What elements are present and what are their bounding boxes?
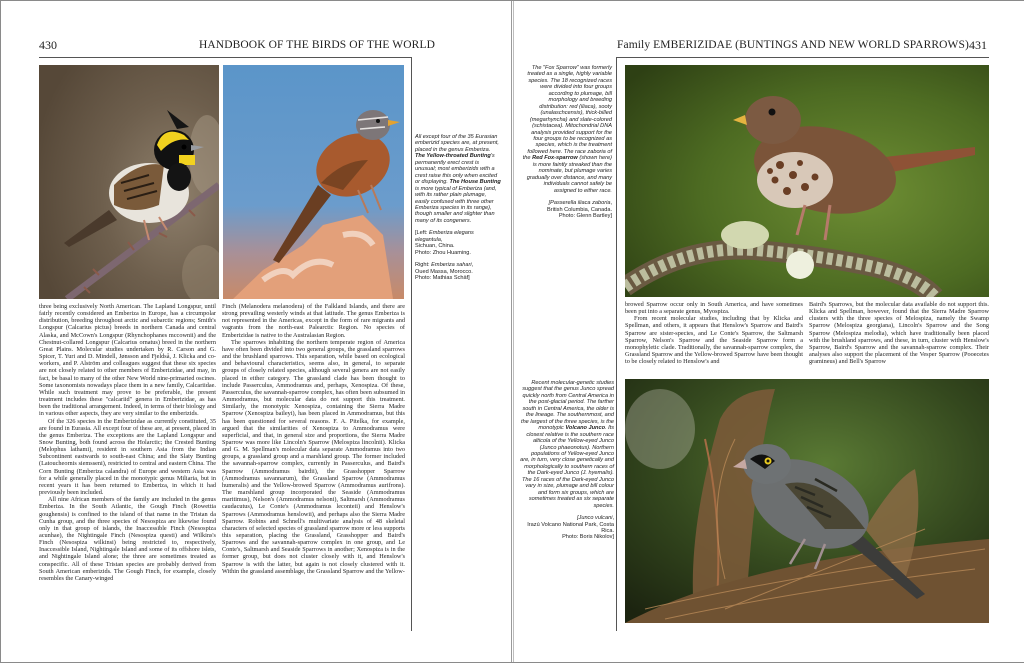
photo-caption-fox-sparrow: [520, 65, 612, 225]
paragraph: three being exclusively North American. The Lapland Longspur, until fairly recently considered an Emberiza in Europe, has a circumpolar distribution, breeding throughout arctic and subarctic regions; Smith's Longspur (Calcarius pictus) breeds in northern Canada and central Alaska, and McCown's Longspur (Rhynchophanes mccownii) and the Chestnut-collared Longspur (Calcarius ornatus) breed in the northern Great Plains. Molecular studies undertaken by R. Carson and G. Spicer, T. Yuri and D. Mindell, Jønsson and Fjeldså, J. Klicka and co-workers, and P. Alström and colleagues suggest that these six species are not closely related to other members of Emberizidae, and may, in fact, be basal to many of the other New World nine-primaried oscines. Some taxonomists nowadays place them in a new family, Calcariidae. While such treatment may prove to be preferable, the present treatment includes these "calcariid" genera in Emberizidae, as has been the traditional arrangement. Indeed, in terms of their biology and in various other aspects, they are very similar to the emberizids.: [39, 303, 216, 418]
photo-credit: [Passerella iliaca zaboria, British Columbia, Canada. Photo: Glenn Bartley]: [547, 200, 612, 219]
species-name-yellow-throated-bunting: The Yellow-throated Bunting: [415, 153, 491, 160]
page-number: 431: [969, 38, 987, 52]
column-rule: [411, 57, 412, 631]
running-head: Family EMBERIZIDAE (BUNTINGS AND NEW WORLD SPARROWS): [617, 39, 969, 51]
yellow-throated-bunting-illustration: [39, 65, 219, 299]
caption-text: The "Fox Sparrow" was formerly treated as a single, highly variable species. The 18 recognized races were divided into four groups according to plumage, bill morphology and breeding distribution: red (iliaca), sooty (unalaschcensis), thick-billed (megarhyncha) and slate-colored (schistacea). Mitochondrial DNA analysis provided support for the four groups to be recognized as species, which is the treatment followed here. The race zaboria of the Red Fox-sparrow (shown here) is more faintly streaked than the nominate, but plumage varies gradually over distance, and many individuals cannot safely be assigned to either race.: [522, 65, 612, 194]
page-number: 430: [39, 38, 57, 52]
photo-caption-volcano-junco: [520, 380, 614, 547]
body-column-1: [39, 303, 216, 582]
house-bunting-illustration: [223, 65, 404, 299]
body-column-1: [625, 301, 803, 365]
right-page: [513, 1, 1024, 662]
body-column-2: [809, 301, 989, 365]
volcano-junco-illustration: [625, 379, 989, 623]
running-head: HANDBOOK OF THE BIRDS OF THE WORLD: [199, 39, 435, 51]
species-name-red-fox-sparrow: Red Fox-sparrow: [532, 155, 578, 162]
photo-yellow-throated-bunting: [39, 65, 219, 299]
left-page: [1, 1, 512, 662]
species-name-house-bunting: The House Bunting: [449, 179, 501, 186]
header-rule: [616, 57, 989, 58]
paragraph: Of the 326 species in the Emberizidae as currently constituted, 35 are found in Eurasia. All except four of these are, at present, placed in the genus Emberiza. The exceptions are the Lapland Longspur and Snow Bunting, both found across the Holarctic; the Crested Bunting (Melophus lathami), resident in southern Asia from the Indian Subcontinent eastwards to south-east China; and the Slaty Bunting (Latoucheornis siemsseni), restricted to central and eastern China. The Corn Bunting (Emberiza calandra) of Europe and western Asia was for a while generally placed in the monotypic genus Miliaria, but in recent years it has been returned to Emberiza, in which it had previously been included.: [39, 417, 216, 497]
paragraph: Finch (Melanodera melanodera) of the Falkland Islands, and there are strong prevailing westerly winds at that latitude. The genus Emberiza is not represented in the Americas, except in the form of rare migrants and vagrants from the north-east Palearctic Region. No species of Emberizidae is native to the Australasian Region.: [222, 303, 405, 339]
paragraph: All nine African members of the family are included in the genus Emberiza. In the South Atlantic, the Gough Finch (Rowettia goughensis) is confined to the island of that name in the Tristan da Cunha group, and the three species of Nesospiza are likewise found only in that group of islands, the Inaccessible Finch (Nesospiza acunhae), the Nightingale Finch (Nesospiza questi) and Wilkins's Finch (Nesospiza wilkinsi) being restricted to, respectively, Inaccessible Island, Nightingale Island and some of its offshore islets, and Nightingale Island alone; the three are sometimes treated as conspecific. All of these Tristan species are probably derived from South American emberizids. The Gough Finch, for example, closely resembles the Canary-winged: [39, 496, 216, 582]
paragraph: The sparrows inhabiting the northern temperate region of America have often been divided into two general groups, the grassland sparrows and the brushland sparrows. This separation, while based on ecological and behavioural characteristics, seems also, in general, to separate groups of closely related species, although several genera are not easily placed in either category. The grassland clade has been thought to include Passerculus, Ammodramus and, perhaps, Xenospiza. Of these, Passerculus, the savannah-sparrow complex, has often been subsumed in Ammodramus, but molecular data do not support this treatment. Similarly, the monotypic Xenospiza, containing the Sierra Madre Sparrow (Xenospiza baileyi), has been placed in Ammodramus, but this has been questioned for several reasons. F. A. Pitelka, for example, argued that the similarities of Xenospiza to Ammodramus were superficial, and that, in general size and proportions, the Sierra Madre Sparrow was more like Lincoln's Sparrow (Melospiza lincolnii). Klicka and G. M. Spellman's molecular data separate Ammodramus into two groups, a grassland group and a marshland group. The former included the savannah-sparrow complex, currently in Passerculus, and Baird's Sparrow (Ammodramus bairdii), the Grasshopper Sparrow (Ammodramus savannarum), the Grassland Sparrow (Ammodramus humeralis) and the Yellow-browed Sparrow (Ammodramus aurifrons). The marshland group incorporated the Seaside (Ammodramus maritimus), Nelson's (Ammodramus nelsoni), Saltmarsh (Ammodramus caudacutus), Le Conte's (Ammodramus leconteii) and Henslow's Sparrows (Ammodramus henslowii), and perhaps also the Sierra Madre Sparrow. Robins and Schnell's multivariate analysis of 48 skeletal characters of selected species of grassland sparrow more or less supports this separation, placing the Grassland, Grasshopper and Baird's Sparrows and the savannah-sparrow complex in one group, and Le Conte's, Saltmarsh and Seaside Sparrows in another; Xenospiza is in the former group, but does not cluster closely with it, and Henslow's Sparrow is with the latter, but again is not closely clustered with it. Within the grassland assemblage, the Grassland Sparrow and the Yellow-: [222, 338, 405, 575]
paragraph: From recent molecular studies, including that by Klicka and Spellman, and others, it appears that Henslow's Sparrow and Baird's Sparrow are sister-species, and Le Conte's Sparrow, the Saltmarsh Sparrow, Nelson's Sparrow and the Seaside Sparrow form a monophyletic clade. Traditionally, the savannah-sparrow complex, the Grassland Sparrow and the Yellow-browed Sparrow have been thought to be closely related to Henslow's and: [625, 315, 803, 366]
photo-volcano-junco: [625, 379, 989, 623]
photo-credit-left: [Left: Emberiza elegans elegantula, Sichuan, China. Photo: Zhou Huaming.: [415, 230, 474, 256]
photo-credit-right: Right: Emberiza sahari, Oued Massa, Morocco. Photo: Mathias Schäf]: [415, 262, 474, 282]
photo-house-bunting: [223, 65, 404, 299]
photo-red-fox-sparrow: [625, 65, 989, 297]
paragraph: browed Sparrow occur only in South America, and have sometimes been put into a separate genus, Myospiza.: [625, 301, 803, 316]
paragraph: Baird's Sparrows, but the molecular data available do not support this. Klicka and Spellman, however, found that the Sierra Madre Sparrow clusters with the three species of Melospiza, namely the Swamp Sparrow (Melospiza georgiana), Lincoln's Sparrow and the Song Sparrow (Melospiza melodia), which have traditionally been placed with the brushland sparrows, and these, in turn, cluster with Henslow's Sparrow, Baird's Sparrow and the savannah-sparrow complex. Their analyses also support the placement of the Vesper Sparrow (Pooecetes gramineus) and Bell's Sparrow: [809, 301, 989, 366]
body-column-2: [222, 303, 405, 575]
fox-sparrow-illustration: [625, 65, 989, 297]
photo-credit: [Junco vulcani, Irazú Volcano National Park, Costa Rica. Photo: Boris Nikolov]: [527, 515, 614, 541]
photo-caption-buntings: [415, 134, 501, 288]
caption-text: Recent molecular-genetic studies suggest that the genus Junco spread quickly north from Central America in the post-glacial period. The farther south in Central America, the older is the lineage. The southernmost, and the largest of the three species, is the monotypic Volcano Junco. Its closest relative is the southern race alticola of the Yellow-eyed Junco (Junco phaeonotus). Northern populations of Yellow-eyed Junco are, in turn, very close genetically and morphologically to southern races of the Dark-eyed Junco (J. hyemalis). The 16 races of the Dark-eyed Junco vary in size, plumage and bill colour and form six groups, which are sometimes treated as six separate species.: [520, 380, 614, 509]
species-name-volcano-junco: Volcano Junco: [565, 425, 605, 432]
caption-text: All except four of the 35 Eurasian emberizid species are, at present, placed in the genus Emberiza. The Yellow-throated Bunting's permanently erect crest is unusual; most emberizids with a crest raise this only when excited or displaying. The House Bunting is more typical of Emberiza (and, with its rather plain plumage, easily confused with three other Emberiza species in its range), though smaller and slighter than many of its congeners.: [415, 134, 501, 224]
header-rule: [39, 57, 412, 58]
column-rule: [616, 57, 617, 631]
